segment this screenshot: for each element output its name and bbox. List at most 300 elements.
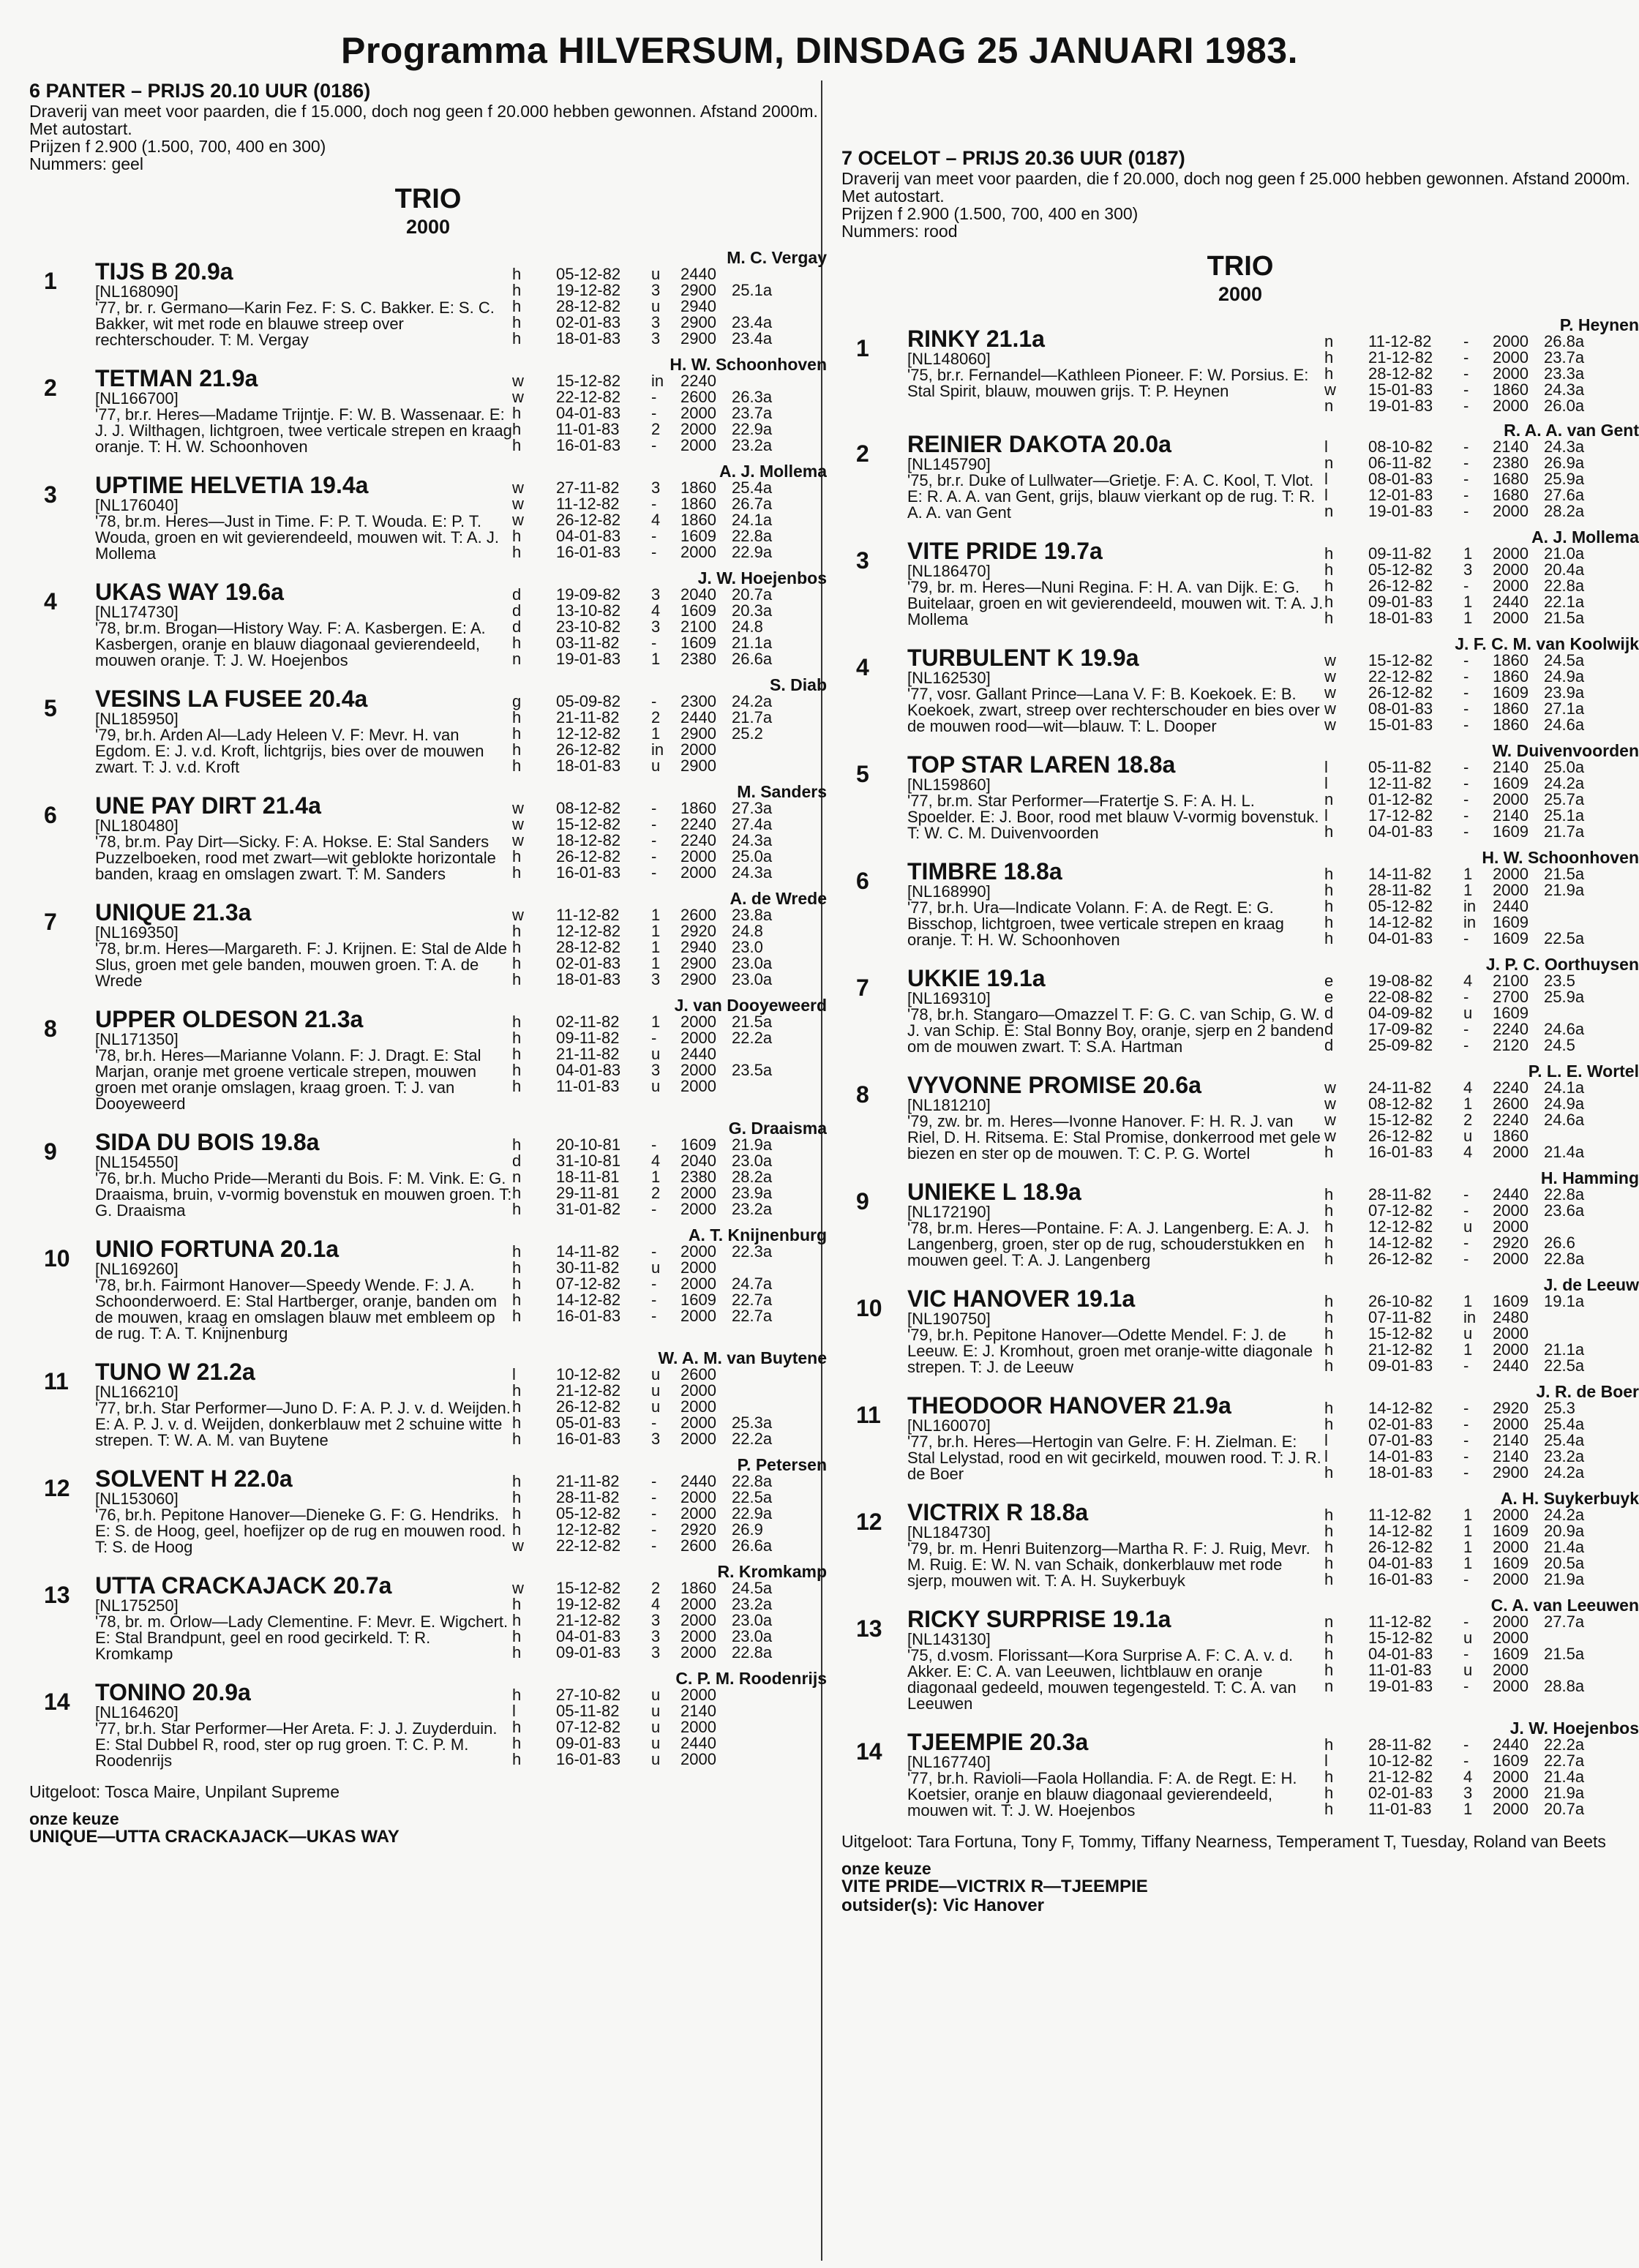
run-row [512, 1367, 827, 1383]
start-number: 8 [44, 1015, 57, 1042]
run-time [732, 298, 805, 315]
run-row [512, 1522, 827, 1538]
horse-name: UNIQUE 21.3a [95, 899, 252, 925]
run-time [732, 266, 805, 282]
horse-name: TJEEMPIE 20.3a [907, 1729, 1089, 1755]
track-code: h [1324, 1292, 1334, 1310]
run-place: - [1463, 651, 1469, 669]
form-block [1324, 742, 1639, 841]
run-row [512, 1580, 827, 1596]
run-row [512, 544, 827, 560]
run-distance: 2000 [680, 1061, 716, 1079]
run-place: - [1463, 699, 1469, 718]
run-time: 21.1a [1544, 1340, 1585, 1359]
run-row [1324, 824, 1639, 840]
run-time: 22.1a [1544, 593, 1585, 611]
run-date: 28-11-82 [1368, 881, 1432, 899]
horse-info [95, 249, 512, 348]
run-place: - [651, 543, 657, 561]
run-place: - [651, 1536, 657, 1555]
run-time [1544, 1310, 1617, 1326]
horse-code: [NL186470] [907, 562, 991, 580]
track-code: h [512, 1397, 522, 1416]
horse-name: UTTA CRACKAJACK 20.7a [95, 1572, 392, 1599]
run-distance: 2000 [680, 1430, 716, 1448]
run-date: 14-12-82 [556, 1291, 621, 1309]
run-place: - [1463, 683, 1469, 702]
run-row [1324, 1614, 1639, 1630]
run-distance: 1860 [1493, 651, 1529, 669]
run-place: - [1463, 1612, 1469, 1631]
run-time: 24.5 [1544, 1036, 1575, 1054]
run-distance: 2000 [1493, 1661, 1529, 1679]
horse-name: TIMBRE 18.8a [907, 858, 1062, 885]
driver-name: J. de Leeuw [1543, 1275, 1639, 1294]
run-place: 1 [1463, 1506, 1473, 1524]
horse-name: UNE PAY DIRT 21.4a [95, 792, 321, 819]
form-block [512, 890, 827, 989]
run-date: 15-12-82 [556, 1579, 621, 1597]
track-code: h [1324, 1629, 1334, 1647]
driver-name: R. Kromkamp [717, 1562, 827, 1581]
horse-name: RINKY 21.1a [907, 326, 1045, 352]
track-code: h [512, 1430, 522, 1448]
start-number: 14 [856, 1738, 882, 1765]
track-code: n [512, 650, 522, 668]
run-place: 3 [651, 970, 661, 988]
run-distance: 1609 [1493, 1292, 1529, 1310]
outsider-note: outsider(s): Vic Hanover [841, 1896, 1044, 1915]
run-time [732, 373, 805, 389]
run-row [1324, 1310, 1639, 1326]
run-distance: 2000 [1493, 1340, 1529, 1359]
track-code: h [512, 1013, 522, 1031]
start-number: 5 [856, 761, 869, 787]
run-time: 22.8a [732, 1472, 773, 1490]
track-code: n [1324, 397, 1334, 415]
run-place: - [1463, 929, 1469, 947]
track-code: h [512, 1627, 522, 1645]
run-date: 05-12-82 [556, 265, 621, 283]
run-row [512, 587, 827, 603]
run-distance: 2000 [1493, 1250, 1529, 1268]
run-distance: 1860 [680, 495, 716, 513]
run-time: 20.9a [1544, 1522, 1585, 1540]
horse-code: [NL164620] [95, 1703, 179, 1721]
run-time: 24.8 [732, 617, 763, 636]
horse-code: [NL145790] [907, 455, 991, 473]
run-distance: 1609 [680, 601, 716, 620]
run-date: 31-01-82 [556, 1200, 621, 1218]
run-distance: 1609 [1493, 913, 1529, 931]
run-place: 1 [1463, 593, 1473, 611]
run-row [512, 1383, 827, 1399]
track-code: h [512, 404, 522, 422]
run-place: 4 [1463, 972, 1473, 990]
run-place: - [1463, 1020, 1469, 1038]
run-distance: 2000 [1493, 881, 1529, 899]
run-place: - [651, 1200, 657, 1218]
run-row [512, 1308, 827, 1324]
run-date: 16-01-83 [556, 543, 621, 561]
horse-description: '78, br.h. Fairmont Hanover—Speedy Wende. F: J. A. Schoonderwoerd. E: Stal Hartberger, oranje, banden om de mouwen, kraag en omslagen blauw met embleem op de rug. T: A. T. Knijnenburg [95, 1276, 498, 1343]
track-code: h [1324, 1800, 1334, 1818]
past-runs [1324, 1737, 1639, 1817]
track-code: h [1324, 1538, 1334, 1556]
past-runs [1324, 1400, 1639, 1481]
track-code: d [512, 1152, 522, 1170]
horse-entry [29, 462, 827, 562]
run-distance: 2000 [680, 1184, 716, 1202]
horse-code: [NL148060] [907, 350, 991, 368]
horse-name: VYVONNE PROMISE 20.6a [907, 1072, 1201, 1098]
track-code: h [1324, 897, 1334, 915]
run-date: 26-12-82 [1368, 577, 1433, 595]
run-place: 1 [1463, 1538, 1473, 1556]
horse-info [95, 1119, 512, 1219]
run-time: 22.5a [1544, 1356, 1585, 1375]
run-row [1324, 717, 1639, 733]
run-distance: 2920 [680, 922, 716, 940]
run-time: 22.8a [732, 527, 773, 545]
run-date: 09-01-83 [556, 1643, 621, 1661]
run-place: u [651, 1365, 661, 1383]
driver-name: H. W. Schoonhoven [1482, 848, 1639, 867]
run-distance: 2040 [680, 585, 716, 604]
run-distance: 2000 [680, 1750, 716, 1768]
run-time: 27.4a [732, 815, 773, 833]
run-time: 21.9a [732, 1135, 773, 1154]
run-date: 09-01-83 [1368, 1356, 1433, 1375]
run-time [732, 1260, 805, 1276]
track-code: h [512, 1307, 522, 1325]
past-runs [512, 1137, 827, 1217]
run-row [1324, 973, 1639, 989]
run-distance: 2600 [680, 388, 716, 406]
run-place: u [1463, 1217, 1473, 1236]
run-distance: 2000 [680, 847, 716, 865]
past-runs [1324, 759, 1639, 840]
run-row [512, 955, 827, 972]
run-place: u [651, 1381, 661, 1400]
horse-entry [841, 421, 1639, 521]
run-date: 04-01-83 [556, 527, 621, 545]
trio-label: TRIO [394, 184, 462, 214]
run-date: 02-01-83 [556, 954, 621, 972]
horse-entry [29, 1670, 827, 1769]
run-distance: 2000 [680, 1413, 716, 1432]
start-number: 3 [44, 481, 57, 508]
track-code: h [1324, 1308, 1334, 1326]
run-time: 25.1a [732, 281, 773, 299]
run-time: 25.3a [732, 1413, 773, 1432]
run-date: 21-11-82 [556, 1045, 620, 1063]
run-time: 22.2a [732, 1430, 773, 1448]
run-row [512, 331, 827, 347]
run-time: 26.0a [1544, 397, 1585, 415]
run-distance: 2000 [1493, 1800, 1529, 1818]
run-distance: 2140 [1493, 1447, 1529, 1465]
run-time: 25.4a [732, 478, 773, 497]
driver-name: J. W. Hoejenbos [1509, 1719, 1639, 1738]
start-number: 14 [44, 1689, 70, 1715]
track-code: d [512, 601, 522, 620]
track-code: l [1324, 438, 1328, 456]
run-row [512, 405, 827, 421]
horse-description: '78, br.m. Brogan—History Way. F: A. Kasbergen. E: A. Kasbergen, oranje en blauw diagonaal gevierendeeld, mouwen oranje. T: J. W. Hoejenbos [95, 619, 486, 669]
run-row [1324, 1128, 1639, 1144]
run-row [512, 512, 827, 528]
run-distance: 2000 [680, 1200, 716, 1218]
run-distance: 2000 [680, 863, 716, 882]
horse-code: [NL169350] [95, 923, 179, 942]
run-row [1324, 594, 1639, 610]
track-code: h [1324, 1340, 1334, 1359]
run-time: 23.2a [1544, 1447, 1585, 1465]
run-distance: 2000 [680, 543, 716, 561]
run-date: 18-01-83 [556, 970, 621, 988]
run-time: 23.0a [732, 1611, 773, 1629]
keuze-label: onze keuze [29, 1809, 119, 1828]
track-code: d [1324, 1004, 1334, 1022]
track-code: h [512, 1595, 522, 1613]
horse-entry [29, 249, 827, 348]
run-place: 1 [651, 1168, 661, 1186]
past-runs [512, 907, 827, 988]
horse-description: '77, br. r. Germano—Karin Fez. F: S. C. Bakker. E: S. C. Bakker, wit met rode en blauwe streep over rechterschouder. T: M. Vergay [95, 298, 495, 349]
run-place: - [1463, 716, 1469, 734]
run-date: 01-12-82 [1368, 790, 1433, 808]
track-code: w [1324, 667, 1336, 686]
run-place: 1 [651, 724, 661, 743]
run-place: - [1463, 380, 1469, 399]
track-code: h [512, 1258, 522, 1277]
run-distance: 2240 [680, 831, 716, 849]
run-time [1544, 1662, 1617, 1678]
horse-info [907, 1276, 1324, 1375]
track-code: h [512, 1488, 522, 1506]
run-row [1324, 1219, 1639, 1235]
run-date: 18-01-83 [556, 329, 621, 348]
horse-code: [NL167740] [907, 1753, 991, 1771]
horse-code: [NL168090] [95, 282, 179, 301]
run-date: 29-11-81 [556, 1184, 620, 1202]
run-distance: 2000 [680, 1029, 716, 1047]
run-date: 21-11-82 [556, 708, 620, 726]
trio-label: TRIO [1207, 251, 1274, 282]
uitgeloot-note: Uitgeloot: Tosca Maire, Unpilant Supreme [29, 1782, 340, 1801]
run-place: u [651, 1686, 661, 1704]
run-date: 27-11-82 [556, 478, 620, 497]
run-distance: 2440 [680, 1045, 716, 1063]
past-runs [1324, 1614, 1639, 1694]
horse-name: VITE PRIDE 19.7a [907, 538, 1103, 564]
run-time: 22.3a [732, 1242, 773, 1261]
run-date: 19-12-82 [556, 281, 621, 299]
horse-info [907, 421, 1324, 521]
run-date: 28-12-82 [556, 297, 621, 315]
run-row [1324, 382, 1639, 398]
track-code: d [1324, 1036, 1334, 1054]
run-date: 11-01-83 [1368, 1661, 1432, 1679]
run-row [512, 1292, 827, 1308]
run-distance: 2000 [1493, 1217, 1529, 1236]
run-place: u [651, 1702, 661, 1720]
horse-entry [841, 955, 1639, 1055]
past-runs [512, 694, 827, 774]
horse-description: '77, br.h. Ura—Indicate Volann. F: A. de Regt. E: G. Bisschop, lichtgroen, twee verticale strepen en kraag oranje. T: H. W. Schoonhoven [907, 898, 1284, 949]
horse-name: TIJS B 20.9a [95, 258, 233, 285]
horse-description: '79, zw. br. m. Heres—Ivonne Hanover. F: H. R. J. van Riel, D. H. Ritsema. E: Stal Promise, donkerrood met gele biezen en ster op de mouwen. T: C. P. G. Wortel [907, 1112, 1321, 1163]
track-code: n [1324, 502, 1334, 520]
run-time: 24.5a [732, 1579, 773, 1597]
run-date: 15-12-82 [1368, 651, 1433, 669]
horse-description: '78, br.m. Heres—Just in Time. F: P. T. Wouda. E: P. T. Wouda, groen en wit gevierendeeld, mouwen wit. T: A. J. Mollema [95, 512, 499, 563]
run-time [732, 758, 805, 774]
run-row [1324, 546, 1639, 562]
horse-info [907, 1169, 1324, 1269]
run-distance: 2920 [680, 1520, 716, 1539]
run-distance: 2440 [1493, 593, 1529, 611]
track-code: h [512, 436, 522, 454]
horse-entry [29, 1119, 827, 1219]
run-row [512, 480, 827, 496]
run-date: 04-01-83 [556, 404, 621, 422]
driver-name: M. C. Vergay [727, 248, 827, 267]
horse-entry [29, 996, 827, 1112]
run-date: 14-01-83 [1368, 1447, 1433, 1465]
run-row [512, 849, 827, 865]
run-row [512, 389, 827, 405]
past-runs [1324, 973, 1639, 1054]
run-date: 07-11-82 [1368, 1308, 1432, 1326]
run-row [512, 496, 827, 512]
run-place: - [651, 1135, 657, 1154]
form-block [1324, 849, 1639, 948]
track-code: w [1324, 1127, 1336, 1145]
horse-info [95, 1226, 512, 1342]
horse-entry [841, 635, 1639, 735]
run-time: 22.2a [1544, 1735, 1585, 1754]
run-place: u [1463, 1324, 1473, 1343]
horse-name: VICTRIX R 18.8a [907, 1499, 1089, 1525]
run-distance: 1609 [1493, 1554, 1529, 1572]
run-time: 24.3a [732, 863, 773, 882]
run-date: 14-12-82 [1368, 1522, 1433, 1540]
form-block [512, 1119, 827, 1219]
run-date: 02-01-83 [1368, 1784, 1433, 1802]
run-row [512, 635, 827, 651]
run-place: u [651, 265, 661, 283]
run-row [512, 742, 827, 758]
track-code: h [512, 938, 522, 956]
track-code: h [1324, 1324, 1334, 1343]
run-place: - [651, 1520, 657, 1539]
run-place: 4 [651, 1595, 661, 1613]
run-place: - [1463, 1447, 1469, 1465]
form-block [512, 1456, 827, 1555]
run-date: 16-01-83 [1368, 1143, 1433, 1161]
form-block [1324, 421, 1639, 521]
run-place: 3 [651, 1061, 661, 1079]
start-number: 8 [856, 1081, 869, 1108]
run-distance: 2000 [1493, 1784, 1529, 1802]
past-runs [512, 480, 827, 560]
track-code: h [512, 1734, 522, 1752]
run-time: 25.3 [1544, 1399, 1575, 1417]
past-runs [512, 1244, 827, 1324]
start-number: 1 [44, 268, 57, 294]
run-distance: 2380 [1493, 454, 1529, 472]
track-code: h [1324, 348, 1334, 367]
track-code: h [1324, 1554, 1334, 1572]
run-row [1324, 1449, 1639, 1465]
track-code: l [1324, 1447, 1328, 1465]
run-row [1324, 776, 1639, 792]
start-number: 7 [856, 975, 869, 1001]
run-distance: 1609 [1493, 683, 1529, 702]
run-date: 12-12-82 [556, 922, 621, 940]
run-time [1544, 1630, 1617, 1646]
track-code: w [512, 1536, 524, 1555]
run-row [512, 1490, 827, 1506]
run-place: u [651, 1734, 661, 1752]
track-code: h [1324, 1201, 1334, 1220]
run-row [1324, 1646, 1639, 1662]
run-date: 22-12-82 [556, 388, 621, 406]
run-time: 24.2a [1544, 774, 1585, 792]
track-code: l [1324, 758, 1328, 776]
run-time: 22.2a [732, 1029, 773, 1047]
run-row [1324, 1112, 1639, 1128]
run-time [732, 1687, 805, 1703]
start-number: 10 [44, 1245, 70, 1272]
run-time: 24.3a [732, 831, 773, 849]
run-row [1324, 1662, 1639, 1678]
horse-entry [29, 356, 827, 455]
run-row [1324, 1096, 1639, 1112]
run-place: 4 [651, 511, 661, 529]
run-row [1324, 1678, 1639, 1694]
track-code: h [512, 281, 522, 299]
horse-description: '75, br.r. Duke of Lullwater—Grietje. F: A. C. Kool, T. Vlot. E: R. A. A. van Gent, grijs, blauw vierkant op de rug. T: R. A. A. van Gent [907, 471, 1316, 522]
past-runs [512, 1580, 827, 1661]
track-code: h [512, 708, 522, 726]
horse-description: '78, br.m. Pay Dirt—Sicky. F: A. Hokse. E: Stal Sanders Puzzelboeken, rood met zwart—wit geblokte horizontale banden, kraag en omslagen zwart. T: M. Sanders [95, 833, 496, 883]
run-row [1324, 653, 1639, 669]
track-code: h [1324, 929, 1334, 947]
horse-code: [NL153060] [95, 1490, 179, 1508]
run-time: 23.7a [732, 404, 773, 422]
run-date: 04-01-83 [1368, 1645, 1433, 1663]
run-row [512, 1506, 827, 1522]
run-date: 12-12-82 [556, 724, 621, 743]
run-row [1324, 1572, 1639, 1588]
run-date: 07-12-82 [556, 1718, 621, 1736]
horse-name: VIC HANOVER 19.1a [907, 1285, 1136, 1312]
run-date: 27-10-82 [556, 1686, 621, 1704]
page-title: Programma HILVERSUM, DINSDAG 25 JANUARI 1983. [340, 30, 1299, 71]
run-row [512, 1399, 827, 1415]
run-place: - [651, 831, 657, 849]
horse-entry [841, 1383, 1639, 1482]
run-place: 3 [1463, 560, 1473, 579]
run-distance: 2440 [1493, 1356, 1529, 1375]
run-date: 07-12-82 [556, 1274, 621, 1293]
horse-entry [841, 1719, 1639, 1819]
run-date: 05-12-82 [1368, 897, 1433, 915]
run-date: 07-01-83 [1368, 1431, 1433, 1449]
